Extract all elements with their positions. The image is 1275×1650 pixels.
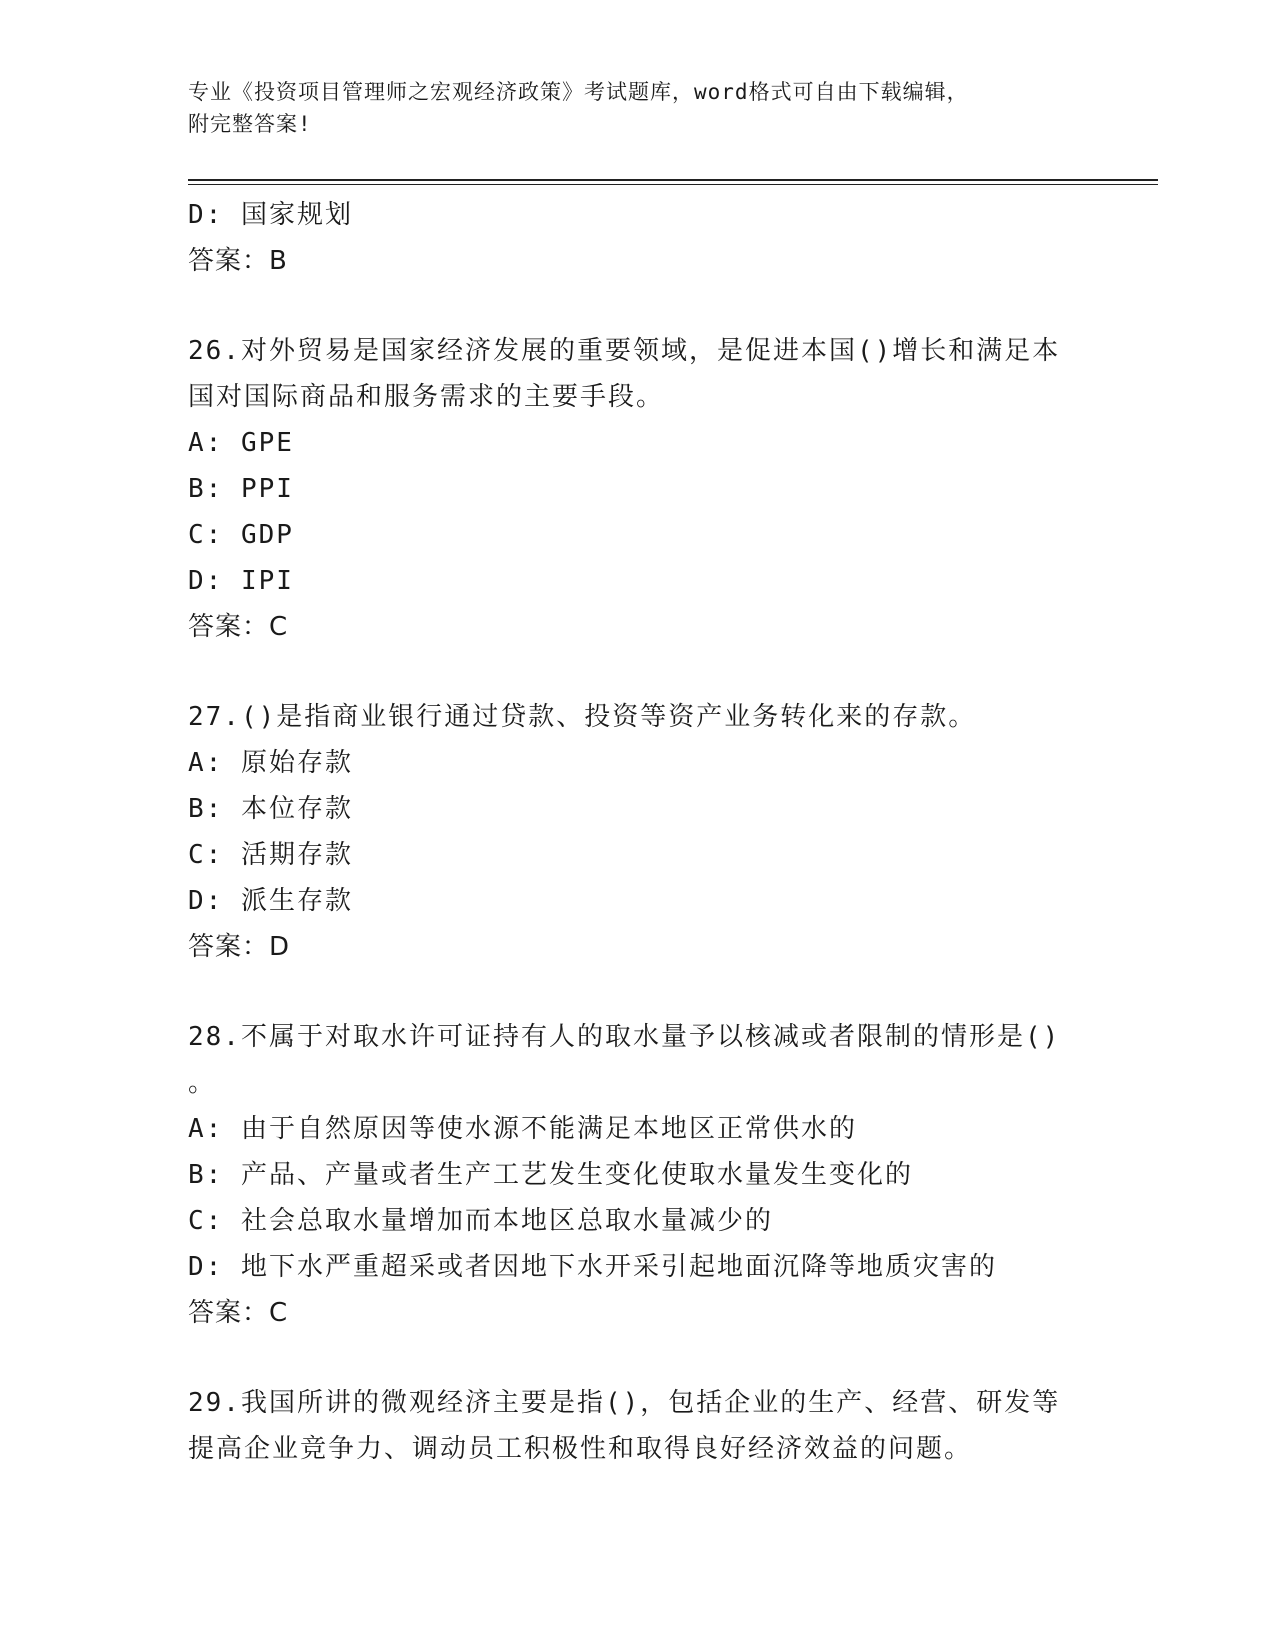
answer: 答案：C [188,1298,289,1328]
option-b: B: 产品、产量或者生产工艺发生变化使取水量发生变化的 [188,1160,913,1190]
question-26 [188,328,1088,650]
option-b: B: 本位存款 [188,794,353,824]
question-29 [188,1380,1088,1472]
option-c: C: GDP [188,520,294,550]
option-d: D: 派生存款 [188,886,353,916]
question-stem: 26.对外贸易是国家经济发展的重要领域，是促进本国()增长和满足本 [188,336,1061,366]
question-27 [188,694,1088,970]
answer: 答案：C [188,612,289,642]
question-stem-continued: 提高企业竞争力、调动员工积极性和取得良好经济效益的问题。 [188,1434,973,1464]
option-a: A: GPE [188,428,294,458]
question-stem-continued: 国对国际商品和服务需求的主要手段。 [188,382,665,412]
option-d: D: 国家规划 [188,200,353,230]
header-divider-thin [188,184,1158,185]
answer: 答案：D [188,932,291,962]
option-d: D: IPI [188,566,294,596]
header-line-2: 附完整答案! [188,112,312,136]
option-a: A: 原始存款 [188,748,353,778]
header-line-1: 专业《投资项目管理师之宏观经济政策》考试题库，word格式可自由下载编辑， [188,80,969,104]
question-28 [188,1014,1088,1336]
option-d: D: 地下水严重超采或者因地下水开采引起地面沉降等地质灾害的 [188,1252,997,1282]
question-stem: 29.我国所讲的微观经济主要是指()，包括企业的生产、经营、研发等 [188,1388,1061,1418]
answer: 答案：B [188,246,288,276]
question-list [188,192,1088,1472]
option-b: B: PPI [188,474,294,504]
option-c: C: 活期存款 [188,840,353,870]
header-divider-thick [188,179,1158,181]
question-stem-continued: 。 [188,1068,217,1098]
option-c: C: 社会总取水量增加而本地区总取水量减少的 [188,1206,773,1236]
option-a: A: 由于自然原因等使水源不能满足本地区正常供水的 [188,1114,857,1144]
question-stem: 28.不属于对取水许可证持有人的取水量予以核减或者限制的情形是() [188,1022,1061,1052]
question-25-tail [188,192,1088,284]
question-stem: 27.()是指商业银行通过贷款、投资等资产业务转化来的存款。 [188,702,977,732]
document-header [188,76,1088,140]
